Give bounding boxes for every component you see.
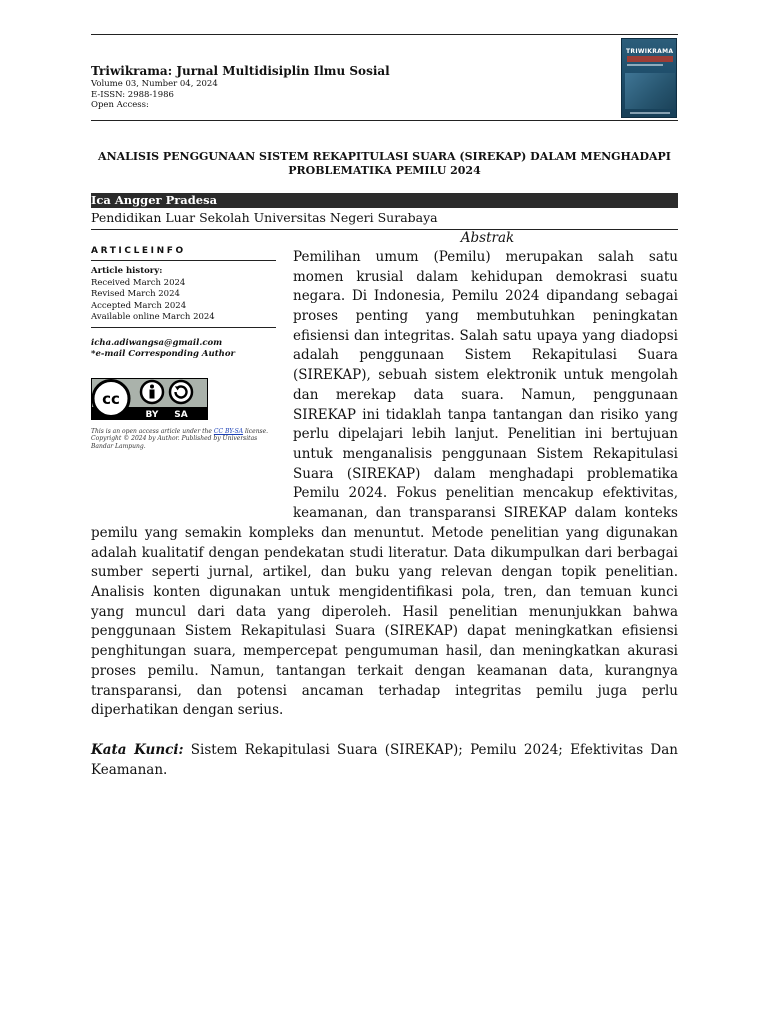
abstract-full-width (91, 524, 678, 721)
article-info-column (91, 245, 276, 450)
cc-sa-label: SA (174, 409, 188, 420)
license-link[interactable]: CC BY-SA (213, 427, 244, 435)
license-text-prefix: This is an open access article under the (91, 427, 214, 435)
journal-open-access: Open Access: (91, 100, 149, 110)
history-received: Received March 2024 (91, 277, 186, 288)
author-name: Ica Angger Pradesa (91, 193, 678, 208)
license-text-suffix: license. (243, 427, 269, 435)
abstract-line: negara. Di Indonesia, Pemilu 2024 dipandang sebagai (293, 288, 678, 305)
abstract-line: penggunaan Sistem Rekapitulasi Suara (SIREKAP) dapat meningkatkan efisiensi (91, 623, 678, 640)
history-revised: Revised March 2024 (91, 289, 180, 299)
abstract-line: momen krusial dalam kehidupan demokrasi suatu (293, 268, 678, 285)
abstract-line: untuk menganalisis penggunaan Sistem Rekapitulasi (293, 445, 678, 462)
cover-subtitle-bar (627, 64, 663, 66)
share-alike-icon (170, 381, 192, 403)
header-top-rule (91, 34, 678, 35)
paper-title-line-1: ANALISIS PENGGUNAAN SISTEM REKAPITULASI SUARA (SIREKAP) DALAM MENGHADAPI (98, 150, 671, 163)
abstract-line: adalah penggunaan Sistem Rekapitulasi Suara (293, 347, 678, 364)
affiliation-rule (91, 229, 678, 230)
cover-band (627, 56, 673, 62)
abstract-line: Analisis konten digunakan untuk mengidentifikasi pola, tren, dan temuan kunci (91, 584, 678, 601)
cover-illustration (625, 73, 675, 109)
author-affiliation: Pendidikan Luar Sekolah Universitas Negeri Surabaya (91, 210, 438, 225)
license-note (91, 428, 276, 451)
article-info-rule (91, 260, 276, 261)
article-info-heading: ARTICLEINFO (91, 246, 186, 256)
abstract-line: Pemilu 2024. Fokus penelitian mencakup efektivitas, (293, 485, 678, 502)
abstract-line: penghitungan suara, mempercepat pengumuman hasil, dan meningkatkan akurasi (91, 643, 678, 660)
abstract-line: efisiensi dan integritas. Salah satu upaya yang diadopsi (293, 327, 678, 344)
paper-title (91, 150, 678, 178)
article-history-label: Article history: (91, 266, 163, 276)
article-history-rule (91, 327, 276, 328)
keywords-label: Kata Kunci: (91, 742, 184, 758)
abstract-line: perlu dipelajari lebih lanjut. Penelitian ini bertujuan (293, 426, 678, 443)
abstract-line: adalah kualitatif dengan pendekatan studi literatur. Data dikumpulkan dari berbagai (91, 544, 678, 561)
paper-title-line-2: PROBLEMATIKA PEMILU 2024 (288, 164, 481, 177)
abstract-line: dan merekap data suara. Namun, penggunaan (293, 386, 678, 403)
abstract-line: pemilu yang semakin kompleks dan menuntut. Metode penelitian yang digunakan (91, 525, 678, 541)
abstract-line: sumber seperti jurnal, artikel, dan buku yang relevan dengan topik penelitian. (91, 564, 678, 581)
abstract-line: yang muncul dari data yang diperoleh. Hasil penelitian menunjukkan bahwa (91, 603, 678, 620)
abstract-line: Pemilihan umum (Pemilu) merupakan salah satu (293, 249, 678, 265)
header-bottom-rule (91, 120, 678, 121)
abstract-heading: Abstrak (460, 230, 515, 246)
cover-footer-bar (630, 112, 670, 114)
history-available-online: Available online March 2024 (91, 312, 215, 322)
abstract-line: diperhatikan dengan serius. (91, 702, 284, 719)
journal-eissn: E-ISSN: 2988-1986 (91, 89, 174, 100)
abstract-line: SIREKAP ini tidaklah tanpa tantangan dan risiko yang (293, 406, 678, 423)
svg-text:cc: cc (102, 389, 120, 408)
abstract-line: (SIREKAP), sebuah sistem elektronik untuk mengolah (293, 367, 678, 384)
license-publisher-line: Bandar Lampung. (91, 442, 146, 450)
keywords-text: Sistem Rekapitulasi Suara (SIREKAP); Pemilu 2024; Efektivitas Dan Keamanan. (91, 742, 678, 778)
keywords (91, 740, 678, 780)
license-copyright-line: Copyright © 2024 by Author. Published by Universitas (91, 435, 258, 442)
cc-by-sa-badge[interactable] (91, 378, 208, 420)
cc-by-label: BY (145, 409, 159, 420)
abstract-line: proses pemilu. Namun, tantangan terkait dengan keamanan data, kurangnya (91, 662, 678, 679)
abstract-line: keamanan, dan transparansi SIREKAP dalam konteks (293, 504, 678, 521)
abstract-line: transparansi, dan potensi ancaman terhadap integritas pemilu juga perlu (91, 682, 678, 699)
abstract-narrow-column (293, 248, 678, 524)
cc-icon (93, 380, 129, 416)
journal-header (91, 64, 591, 111)
journal-title: Triwikrama: Jurnal Multidisiplin Ilmu Sosial (91, 64, 390, 78)
abstract-line: Suara (SIREKAP) dalam menghadapi problematika (293, 465, 678, 482)
attribution-icon (141, 381, 163, 403)
abstract-line: proses penting yang membutuhkan peningkatan (293, 308, 678, 325)
author-email[interactable]: icha.adiwangsa@gmail.com (91, 337, 223, 348)
journal-volume: Volume 03, Number 04, 2024 (91, 79, 218, 89)
corresponding-author-note: *e-mail Corresponding Author (91, 349, 235, 359)
cover-journal-name: TRIWIKRAMA (626, 48, 674, 55)
history-accepted: Accepted March 2024 (91, 300, 187, 311)
journal-cover-image (621, 38, 677, 118)
